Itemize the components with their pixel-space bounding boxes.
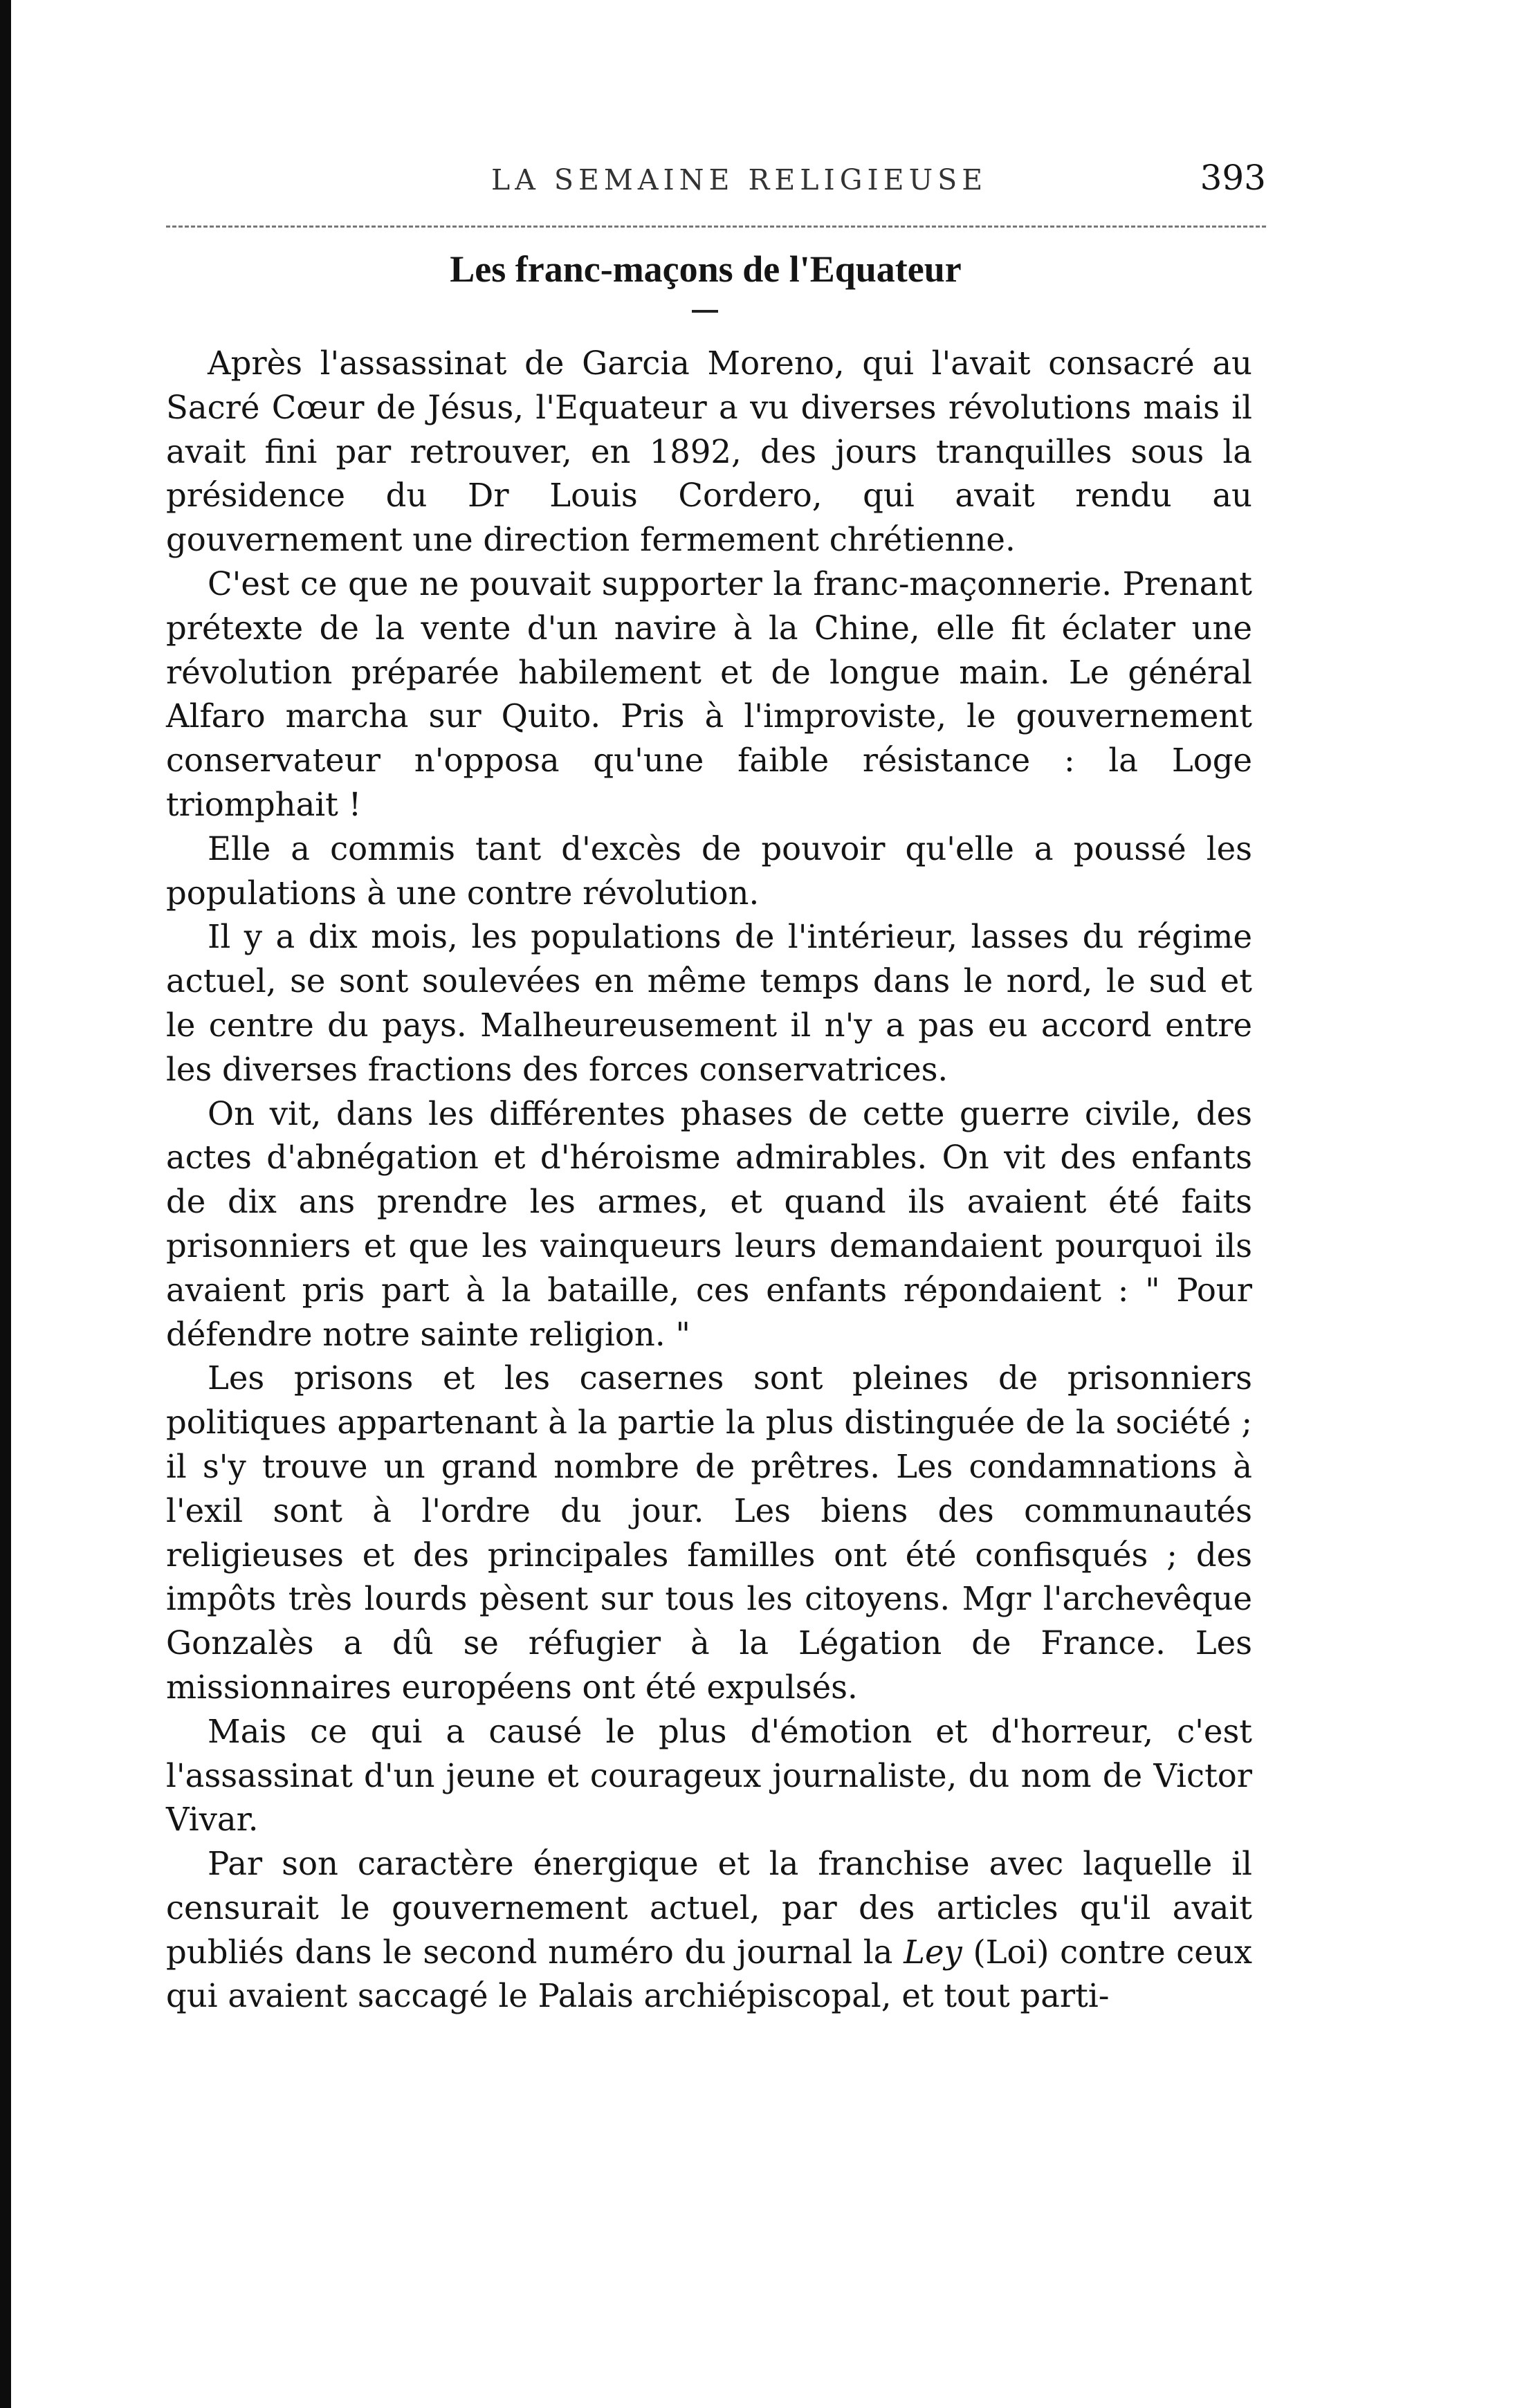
paragraph-4: Il y a dix mois, les populations de l'intérieur, lasses du régime actuel, se sont soulevées en même temps dans le nord, le sud et le centre du pays. Malheureusement il n'y a pas eu accord entre les diverses fractions des forces conservatrices.	[166, 918, 1252, 1088]
journal-name: Ley	[904, 1933, 962, 1971]
article-title: Les franc-maçons de l'Equateur	[450, 248, 962, 290]
paragraph-1: Après l'assassinat de Garcia Moreno, qui l'avait consacré au Sacré Cœur de Jésus, l'Equateur a vu diverses révolutions mais il avait fini par retrouver, en 1892, des jours tranquilles sous la présidence du Dr Louis Cordero, qui avait rendu au gouvernement une direction fermement chrétienne.	[166, 344, 1252, 559]
article-body	[166, 342, 1252, 2019]
paragraph-3: Elle a commis tant d'excès de pouvoir qu'elle a poussé les populations à une contre révolution.	[166, 829, 1252, 912]
paragraph-8-end: (Loi) contre ceux qui avaient saccagé le Palais archiépiscopal, et tout parti-	[166, 1933, 1253, 2015]
running-head-title: LA SEMAINE RELIGIEUSE	[491, 163, 988, 196]
running-head	[166, 158, 1266, 206]
paragraph-8	[166, 1842, 1252, 2019]
page-edge-rule	[0, 0, 11, 2408]
page-number: 393	[1200, 158, 1266, 198]
paragraph-7: Mais ce qui a causé le plus d'émotion et d'horreur, c'est l'assassinat d'un jeune et courageux journaliste, du nom de Victor Vivar.	[166, 1712, 1252, 1839]
book-page	[166, 158, 1266, 2015]
paragraph-5: On vit, dans les différentes phases de cette guerre civile, des actes d'abnégation et d'héroisme admirables. On vit des enfants de dix ans prendre les armes, et quand ils avaient été faits prisonniers et que les vainqueurs leurs demandaient pourquoi ils avaient pris part à la bataille, ces enfants répondaient : " Pour défendre notre sainte religion. "	[166, 1094, 1252, 1353]
header-divider	[166, 226, 1266, 228]
title-ornament-dash	[692, 310, 718, 313]
paragraph-6: Les prisons et les casernes sont pleines de prisonniers politiques appartenant à la partie la plus distinguée de la société ; il s'y trouve un grand nombre de prêtres. Les condamnations à l'exil sont à l'ordre du jour. Les biens des communautés religieuses et des principales familles ont été confisqués ; des impôts très lourds pèsent sur tous les citoyens. Mgr l'archevêque Gonzalès a dû se réfugier à la Légation de France. Les missionnaires européens ont été expulsés.	[166, 1359, 1252, 1706]
paragraph-2: C'est ce que ne pouvait supporter la franc-maçonnerie. Prenant prétexte de la vente d'un navire à la Chine, elle fit éclater une révolution préparée habilement et de longue main. Le général Alfaro marcha sur Quito. Pris à l'improviste, le gouvernement conservateur n'opposa qu'une faible résistance : la Loge triomphait !	[166, 564, 1252, 823]
paragraph-8-start: Par son caractère énergique et la franchise avec laquelle il censurait le gouvernement actuel, par des articles qu'il avait publiés dans le second numéro du journal la	[166, 1845, 1252, 1971]
